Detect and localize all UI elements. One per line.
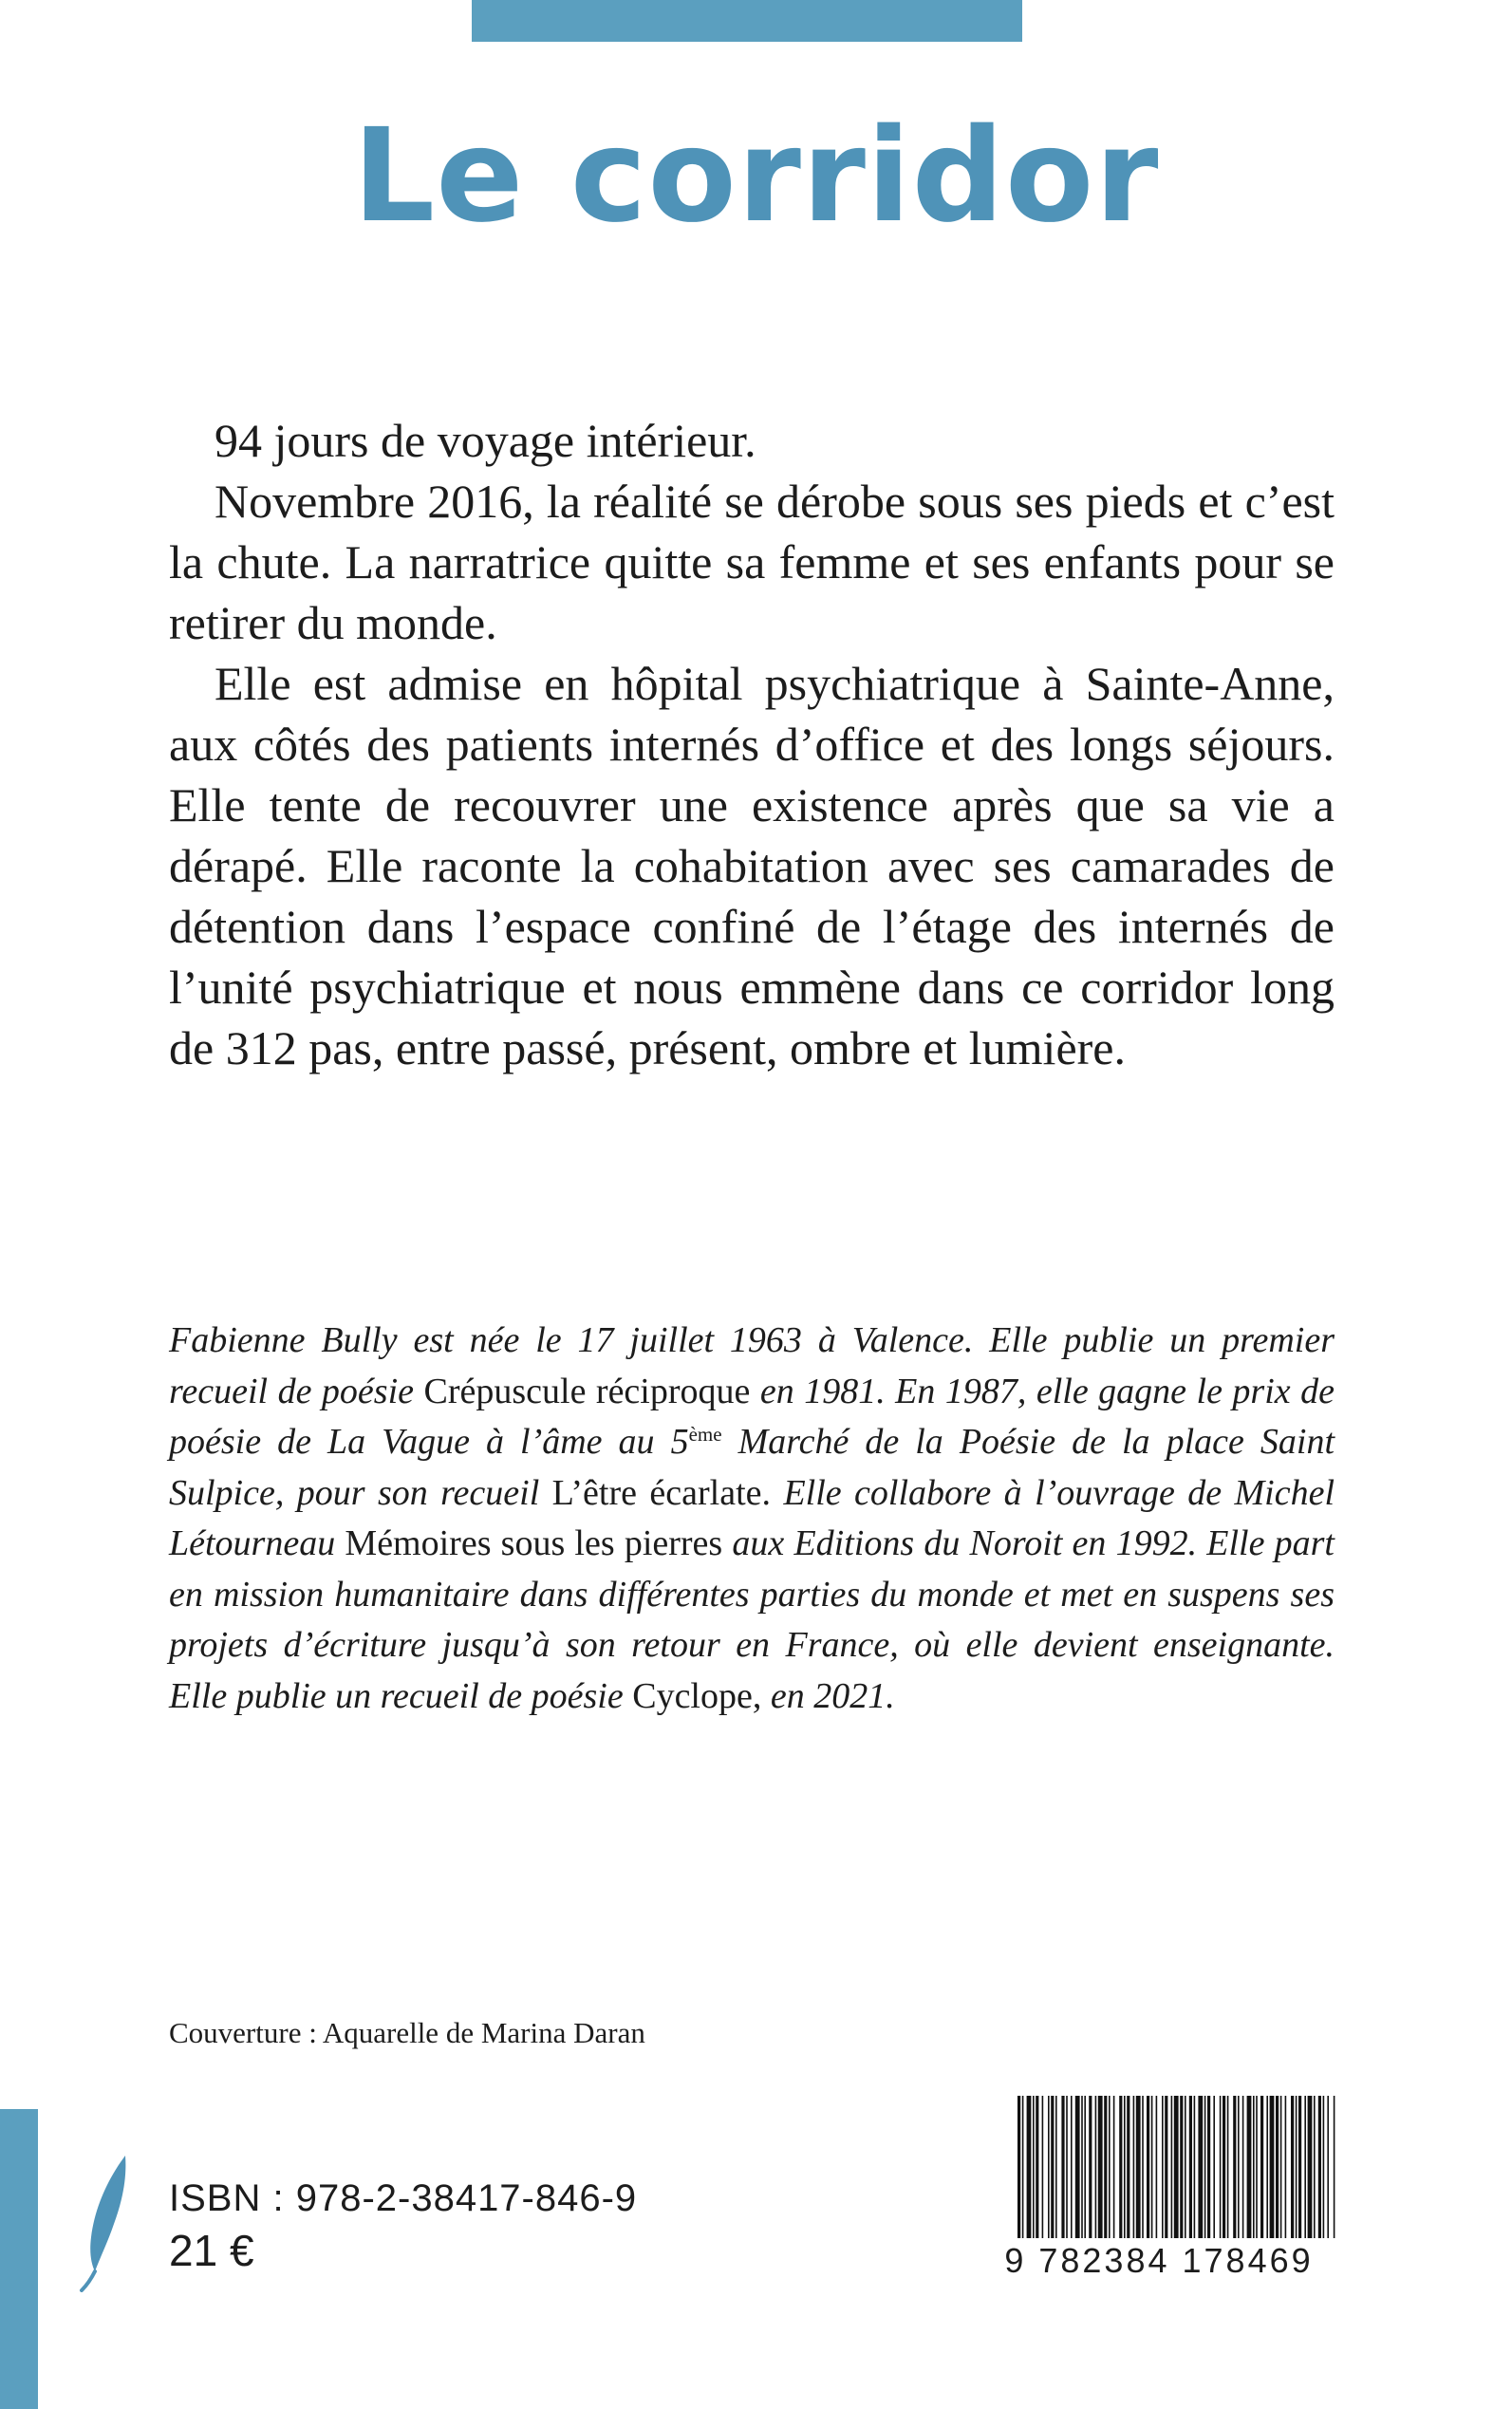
- barcode-bar: [1213, 2096, 1215, 2238]
- barcode-bar: [1071, 2096, 1073, 2238]
- barcode-bar: [1142, 2096, 1144, 2238]
- barcode-bar: [1104, 2096, 1107, 2238]
- bio-text-2: en 1981. En 1987, elle gagne le prix de poésie de La Vague à l’âme au 5: [169, 1371, 1335, 1462]
- barcode-bar: [1036, 2096, 1038, 2238]
- barcode-bar: [1089, 2096, 1092, 2238]
- summary-paragraph-2: Novembre 2016, la réalité se dérobe sous ses pieds et c’est la chute. La narratrice quitte sa femme et ses enfants pour se retirer du monde.: [169, 475, 1335, 649]
- barcode-bar: [1242, 2096, 1244, 2238]
- barcode-bar: [1270, 2096, 1275, 2238]
- book-summary: [169, 410, 1335, 1078]
- bio-text-5: aux Editions du Noroit en 1992. Elle part en mission humanitaire dans différentes parties du monde et met en suspens ses projets d’écriture jusqu’à son retour en France, où elle devient enseignante. Elle publie un recueil de poésie: [169, 1523, 1335, 1716]
- barcode-bar: [1298, 2096, 1301, 2238]
- barcode-bar: [1055, 2096, 1057, 2238]
- barcode-bar: [1066, 2096, 1068, 2238]
- barcode-bar: [1207, 2096, 1210, 2238]
- barcode-bar: [1227, 2096, 1229, 2238]
- barcode-bar: [1318, 2096, 1321, 2238]
- barcode-bar: [1260, 2096, 1263, 2238]
- barcode-bar: [1133, 2096, 1135, 2238]
- barcode-bar: [1180, 2096, 1183, 2238]
- barcode-bar: [1127, 2096, 1129, 2238]
- barcode-bar: [1051, 2096, 1054, 2238]
- barcode-bar: [1081, 2096, 1083, 2238]
- barcode-bar: [1033, 2096, 1035, 2238]
- barcode-bar: [1323, 2096, 1325, 2238]
- bio-book-title-3: Mémoires sous les pierres: [345, 1523, 723, 1563]
- feather-icon: [70, 2150, 146, 2292]
- bio-superscript: ème: [688, 1423, 722, 1446]
- bio-text-1: Fabienne Bully est née le 17 juillet 1963 à Valence. Elle publie un premier recueil de poésie: [169, 1320, 1335, 1411]
- barcode-bar: [1151, 2096, 1153, 2238]
- barcode-bar: [1308, 2096, 1313, 2238]
- barcode-bar: [1220, 2096, 1222, 2238]
- barcode-bar: [1223, 2096, 1225, 2238]
- barcode-bar: [1017, 2096, 1020, 2238]
- barcode-bar: [1136, 2096, 1141, 2238]
- barcode-bar: [1109, 2096, 1111, 2238]
- barcode-bar: [1119, 2096, 1122, 2238]
- barcode-bar: [1285, 2096, 1287, 2238]
- barcode-bar: [1280, 2096, 1282, 2238]
- barcode-bar: [1162, 2096, 1164, 2238]
- barcode-bar: [1075, 2096, 1080, 2238]
- barcode-bar: [1253, 2096, 1255, 2238]
- isbn-label: ISBN : 978-2-38417-846-9: [169, 2177, 638, 2219]
- barcode-bar: [1256, 2096, 1258, 2238]
- bio-text-4: Elle collabore à l’ouvrage de Michel Létourneau: [169, 1472, 1335, 1563]
- barcode-bar: [1296, 2096, 1297, 2238]
- top-accent-band: [472, 0, 1022, 42]
- barcode-bar: [1304, 2096, 1306, 2238]
- barcode-bar: [1113, 2096, 1115, 2238]
- barcode-bar: [1291, 2096, 1294, 2238]
- barcode-bar: [1189, 2096, 1192, 2238]
- barcode-bar: [1233, 2096, 1236, 2238]
- barcode-bar: [1334, 2096, 1335, 2238]
- barcode-bar: [1238, 2096, 1240, 2238]
- barcode-bar: [1095, 2096, 1097, 2238]
- barcode-bar: [1247, 2096, 1252, 2238]
- barcode-bar: [1042, 2096, 1044, 2238]
- barcode-bar: [1061, 2096, 1064, 2238]
- barcode-bar: [1185, 2096, 1186, 2238]
- book-title: Le corridor: [352, 102, 1160, 252]
- barcode-bar: [1124, 2096, 1126, 2238]
- barcode-bar: [1147, 2096, 1149, 2238]
- barcode-bar: [1098, 2096, 1103, 2238]
- barcode-bar: [1027, 2096, 1032, 2238]
- barcode-bar: [1174, 2096, 1179, 2238]
- price-label: 21 €: [169, 2226, 254, 2275]
- barcode-bar: [1314, 2096, 1316, 2238]
- bio-book-title-2: L’être écarlate.: [551, 1472, 772, 1513]
- left-accent-band: [0, 2109, 38, 2409]
- barcode-bar: [1048, 2096, 1050, 2238]
- summary-paragraph-3: Elle est admise en hôpital psychiatrique à Sainte-Anne, aux côtés des patients internés d’office et des longs séjours. Elle tente de recouvrer une existence après que sa vie a dérapé. Elle raconte la cohabitation avec ses camarades de détention dans l’espace confiné de l’étage des internés de l’unité psychiatrique et nous emmène dans ce corridor long de 312 pas, entre passé, présent, ombre et lumière.: [169, 657, 1335, 1074]
- bio-text-6: en 2021.: [770, 1675, 895, 1716]
- barcode-bar: [1327, 2096, 1329, 2238]
- barcode-bar: [1022, 2096, 1024, 2238]
- barcode-bar: [1276, 2096, 1279, 2238]
- barcode-bar: [1165, 2096, 1167, 2238]
- barcode-bar: [1194, 2096, 1196, 2238]
- barcode: [1016, 2096, 1338, 2238]
- barcode-bar: [1084, 2096, 1086, 2238]
- barcode-bar: [1171, 2096, 1173, 2238]
- barcode-bar: [1156, 2096, 1158, 2238]
- summary-paragraph-1: 94 jours de voyage intérieur.: [215, 414, 756, 467]
- bio-text-3: Marché de la Poésie de la place Saint Sulpice, pour son recueil: [169, 1422, 1335, 1513]
- author-biography: [169, 1316, 1335, 1722]
- barcode-number: 9 782384 178469: [1004, 2241, 1314, 2280]
- cover-credit: Couverture : Aquarelle de Marina Daran: [169, 2016, 645, 2049]
- barcode-bar: [1266, 2096, 1268, 2238]
- bio-book-title-4: Cyclope,: [632, 1675, 762, 1716]
- barcode-bar: [1204, 2096, 1206, 2238]
- bio-book-title-1: Crépuscule réciproque: [423, 1371, 751, 1411]
- barcode-bar: [1198, 2096, 1203, 2238]
